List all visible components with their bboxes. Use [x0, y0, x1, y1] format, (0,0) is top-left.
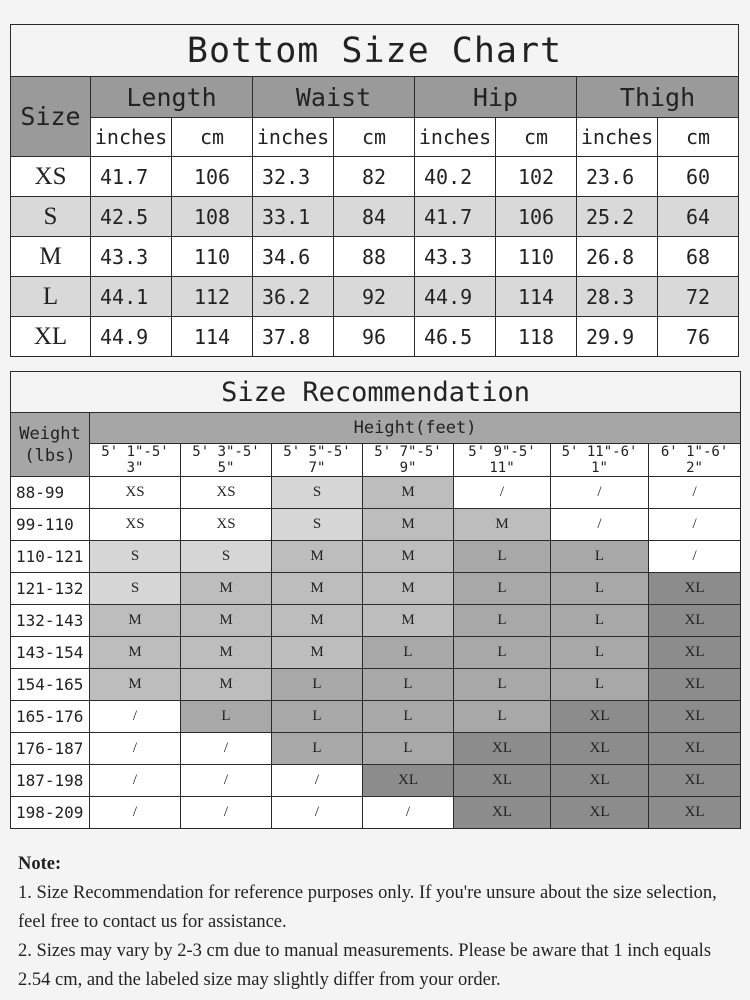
measurement-value: 42.5	[91, 197, 172, 237]
hip-header: Hip	[415, 77, 577, 118]
recommended-size: XL	[649, 605, 741, 637]
recommended-size: L	[363, 701, 454, 733]
note-title: Note:	[18, 854, 62, 874]
recommended-size: L	[454, 541, 551, 573]
weight-range: 154-165	[11, 669, 90, 701]
size-row	[11, 317, 739, 357]
unit-inches: inches	[253, 118, 334, 157]
measurement-value: 41.7	[91, 157, 172, 197]
recommended-size: M	[454, 509, 551, 541]
unit-cm: cm	[658, 118, 739, 157]
unit-inches: inches	[91, 118, 172, 157]
measurement-value: 108	[172, 197, 253, 237]
recommended-size: /	[181, 797, 272, 829]
measurement-value: 112	[172, 277, 253, 317]
recommended-size: XS	[181, 477, 272, 509]
recommendation-row	[11, 509, 741, 541]
height-header: Height(feet)	[90, 413, 741, 444]
weight-header-label: Weight	[19, 423, 81, 444]
measurement-value: 32.3	[253, 157, 334, 197]
measurement-value: 29.9	[577, 317, 658, 357]
recommendation-row	[11, 605, 741, 637]
recommended-size: S	[272, 509, 363, 541]
recommendation-row	[11, 637, 741, 669]
weight-header-unit: (lbs)	[24, 445, 76, 466]
size-row	[11, 277, 739, 317]
recommended-size: M	[363, 477, 454, 509]
measurement-value: 110	[496, 237, 577, 277]
height-range-header: 5' 9"-5' 11"	[454, 444, 551, 477]
recommended-size: L	[454, 669, 551, 701]
weight-range: 143-154	[11, 637, 90, 669]
unit-cm: cm	[334, 118, 415, 157]
height-range-header: 5' 1"-5' 3"	[90, 444, 181, 477]
measurement-value: 37.8	[253, 317, 334, 357]
recommended-size: XL	[363, 765, 454, 797]
recommended-size: XL	[649, 573, 741, 605]
recommended-size: M	[272, 541, 363, 573]
recommended-size: L	[551, 637, 649, 669]
height-range-header: 6' 1"-6' 2"	[649, 444, 741, 477]
recommended-size: M	[272, 605, 363, 637]
measurement-value: 72	[658, 277, 739, 317]
recommended-size: /	[90, 765, 181, 797]
recommendation-row	[11, 669, 741, 701]
measurement-value: 64	[658, 197, 739, 237]
recommended-size: XL	[454, 765, 551, 797]
recommended-size: M	[181, 669, 272, 701]
recommended-size: M	[181, 637, 272, 669]
weight-range: 165-176	[11, 701, 90, 733]
recommendation-row	[11, 477, 741, 509]
recommended-size: L	[272, 733, 363, 765]
recommended-size: XL	[551, 701, 649, 733]
size-label: XL	[11, 317, 91, 357]
measurement-value: 82	[334, 157, 415, 197]
recommended-size: M	[363, 541, 454, 573]
recommended-size: /	[181, 765, 272, 797]
recommended-size: L	[551, 605, 649, 637]
recommended-size: XL	[649, 797, 741, 829]
recommendation-row	[11, 541, 741, 573]
recommended-size: S	[181, 541, 272, 573]
measurement-value: 46.5	[415, 317, 496, 357]
recommended-size: M	[90, 637, 181, 669]
recommended-size: XL	[551, 797, 649, 829]
measurement-value: 23.6	[577, 157, 658, 197]
recommended-size: M	[272, 637, 363, 669]
recommended-size: L	[551, 573, 649, 605]
measurement-value: 106	[172, 157, 253, 197]
weight-range: 121-132	[11, 573, 90, 605]
size-chart-title: Bottom Size Chart	[11, 25, 739, 77]
measurement-value: 26.8	[577, 237, 658, 277]
recommended-size: M	[181, 605, 272, 637]
recommended-size: XL	[649, 765, 741, 797]
height-range-header: 5' 3"-5' 5"	[181, 444, 272, 477]
recommended-size: XL	[454, 733, 551, 765]
measurement-value: 92	[334, 277, 415, 317]
size-label: M	[11, 237, 91, 277]
size-recommendation-table	[10, 371, 741, 829]
measurement-value: 102	[496, 157, 577, 197]
recommendation-row	[11, 733, 741, 765]
unit-inches: inches	[415, 118, 496, 157]
recommended-size: /	[649, 541, 741, 573]
recommended-size: XL	[551, 733, 649, 765]
weight-range: 99-110	[11, 509, 90, 541]
measurement-value: 41.7	[415, 197, 496, 237]
recommended-size: /	[90, 733, 181, 765]
measurement-value: 25.2	[577, 197, 658, 237]
recommended-size: L	[363, 669, 454, 701]
weight-range: 176-187	[11, 733, 90, 765]
weight-range: 132-143	[11, 605, 90, 637]
recommended-size: S	[272, 477, 363, 509]
recommended-size: XL	[649, 669, 741, 701]
recommendation-row	[11, 765, 741, 797]
recommended-size: L	[272, 701, 363, 733]
unit-cm: cm	[496, 118, 577, 157]
recommended-size: M	[363, 509, 454, 541]
recommended-size: L	[454, 701, 551, 733]
recommended-size: L	[454, 573, 551, 605]
measurement-value: 96	[334, 317, 415, 357]
recommended-size: S	[90, 573, 181, 605]
measurement-value: 76	[658, 317, 739, 357]
measurement-value: 43.3	[415, 237, 496, 277]
size-row	[11, 157, 739, 197]
size-row	[11, 197, 739, 237]
measurement-value: 68	[658, 237, 739, 277]
length-header: Length	[91, 77, 253, 118]
recommended-size: /	[454, 477, 551, 509]
recommended-size: /	[551, 477, 649, 509]
height-range-header: 5' 7"-5' 9"	[363, 444, 454, 477]
recommended-size: /	[181, 733, 272, 765]
thigh-header: Thigh	[577, 77, 739, 118]
measurement-value: 106	[496, 197, 577, 237]
recommendation-row	[11, 573, 741, 605]
recommended-size: /	[649, 477, 741, 509]
weight-range: 187-198	[11, 765, 90, 797]
recommended-size: /	[363, 797, 454, 829]
weight-range: 110-121	[11, 541, 90, 573]
recommended-size: /	[272, 765, 363, 797]
note-section	[18, 850, 733, 995]
recommended-size: /	[90, 797, 181, 829]
measurement-value: 40.2	[415, 157, 496, 197]
measurement-value: 34.6	[253, 237, 334, 277]
recommended-size: L	[272, 669, 363, 701]
bottom-size-chart	[10, 24, 739, 357]
recommended-size: M	[90, 605, 181, 637]
measurement-value: 43.3	[91, 237, 172, 277]
measurement-value: 44.9	[91, 317, 172, 357]
size-label: L	[11, 277, 91, 317]
measurement-value: 110	[172, 237, 253, 277]
measurement-value: 114	[496, 277, 577, 317]
measurement-value: 60	[658, 157, 739, 197]
recommended-size: L	[454, 605, 551, 637]
measurement-value: 88	[334, 237, 415, 277]
recommended-size: L	[454, 637, 551, 669]
recommended-size: /	[272, 797, 363, 829]
recommended-size: /	[551, 509, 649, 541]
recommended-size: XL	[649, 701, 741, 733]
weight-header	[11, 413, 90, 477]
recommended-size: /	[649, 509, 741, 541]
recommended-size: L	[551, 541, 649, 573]
unit-inches: inches	[577, 118, 658, 157]
recommended-size: XS	[181, 509, 272, 541]
unit-cm: cm	[172, 118, 253, 157]
recommendation-title: Size Recommendation	[11, 372, 741, 413]
measurement-value: 118	[496, 317, 577, 357]
recommended-size: XS	[90, 509, 181, 541]
size-label: S	[11, 197, 91, 237]
recommendation-row	[11, 701, 741, 733]
waist-header: Waist	[253, 77, 415, 118]
measurement-value: 28.3	[577, 277, 658, 317]
recommended-size: M	[90, 669, 181, 701]
measurement-value: 33.1	[253, 197, 334, 237]
recommended-size: XL	[649, 637, 741, 669]
measurement-value: 84	[334, 197, 415, 237]
measurement-value: 114	[172, 317, 253, 357]
measurement-value: 36.2	[253, 277, 334, 317]
height-range-header: 5' 11"-6' 1"	[551, 444, 649, 477]
recommended-size: XS	[90, 477, 181, 509]
recommended-size: L	[551, 669, 649, 701]
measurement-value: 44.1	[91, 277, 172, 317]
size-label: XS	[11, 157, 91, 197]
measurement-value: 44.9	[415, 277, 496, 317]
recommended-size: L	[363, 637, 454, 669]
recommended-size: M	[181, 573, 272, 605]
size-row	[11, 237, 739, 277]
note-line-1: 1. Size Recommendation for reference purposes only. If you're unsure about the size selection, feel free to contact us for assistance.	[18, 883, 717, 932]
recommended-size: XL	[551, 765, 649, 797]
recommended-size: XL	[649, 733, 741, 765]
recommended-size: M	[363, 573, 454, 605]
recommendation-row	[11, 797, 741, 829]
recommended-size: /	[90, 701, 181, 733]
size-column-header: Size	[11, 77, 91, 157]
recommended-size: L	[363, 733, 454, 765]
weight-range: 198-209	[11, 797, 90, 829]
recommended-size: M	[272, 573, 363, 605]
recommended-size: M	[363, 605, 454, 637]
recommended-size: L	[181, 701, 272, 733]
recommended-size: S	[90, 541, 181, 573]
note-line-2: 2. Sizes may vary by 2-3 cm due to manual measurements. Please be aware that 1 inch equals 2.54 cm, and the labeled size may slightly differ from your order.	[18, 941, 712, 990]
recommended-size: XL	[454, 797, 551, 829]
weight-range: 88-99	[11, 477, 90, 509]
height-range-header: 5' 5"-5' 7"	[272, 444, 363, 477]
